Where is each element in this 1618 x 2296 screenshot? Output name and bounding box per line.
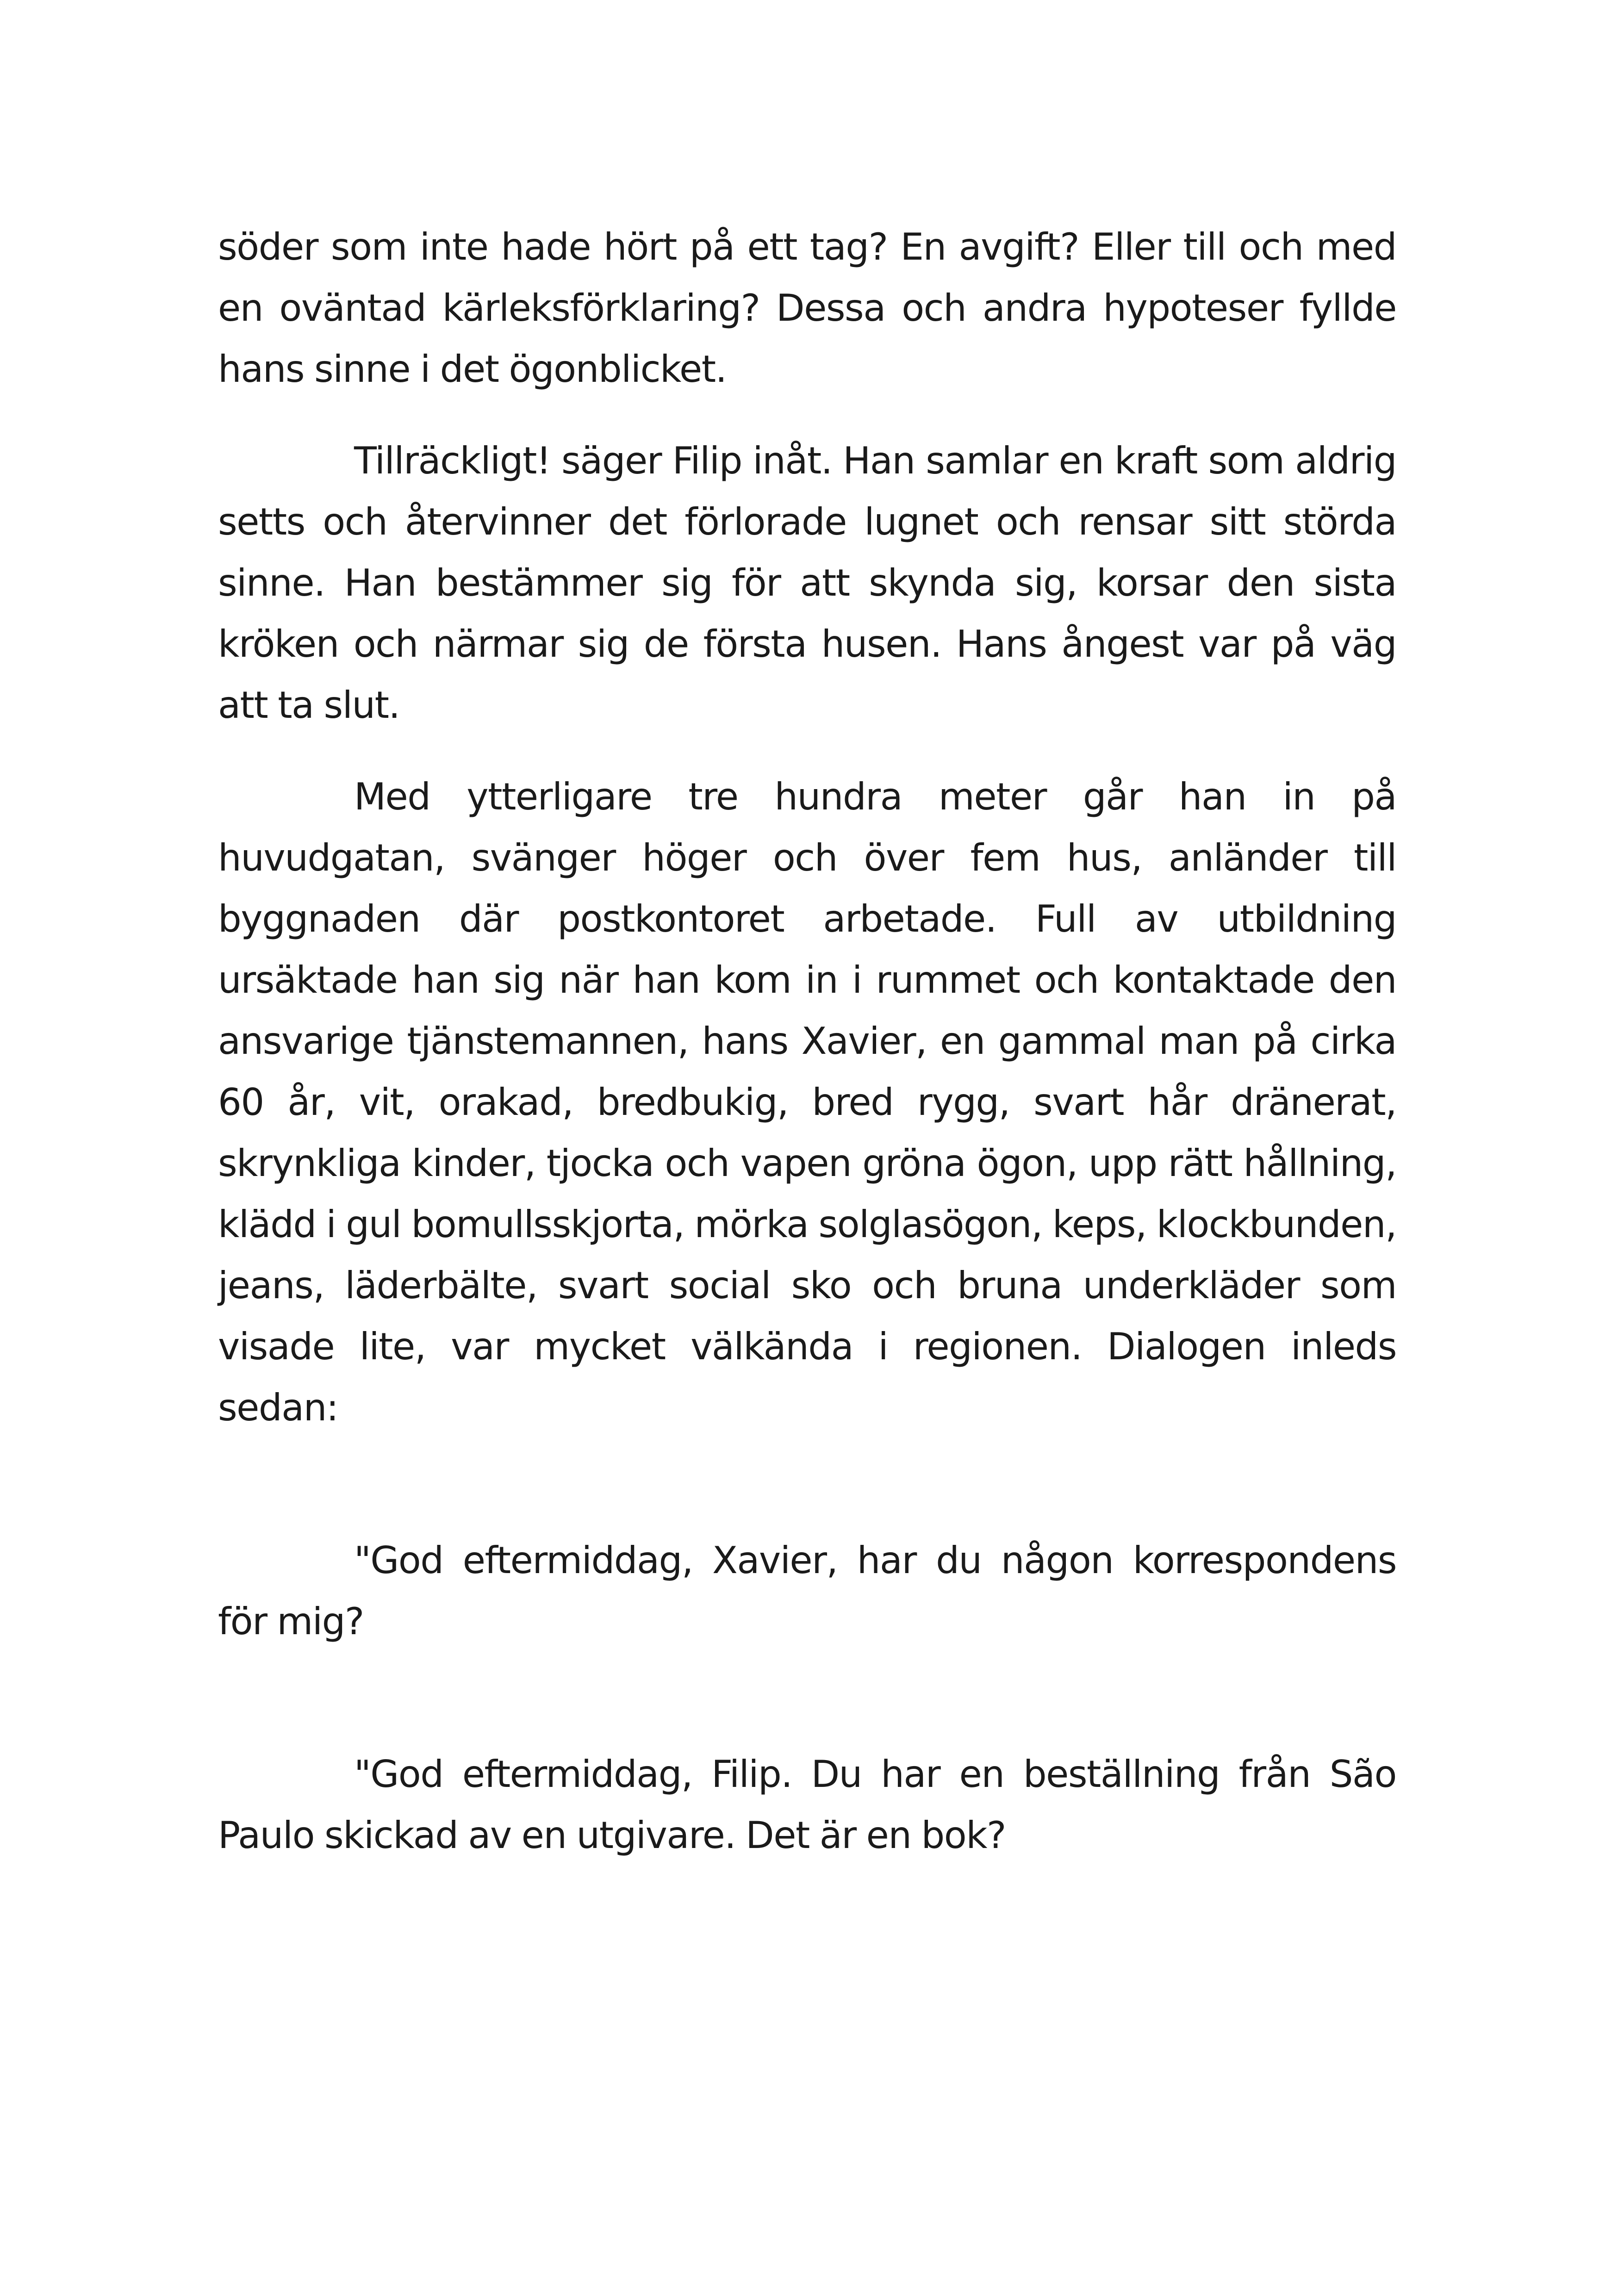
dialogue-paragraph: "God eftermiddag, Xavier, har du någon korrespondens för mig? (218, 1539, 1396, 1643)
paragraph: Med ytterligare tre hundra meter går han in på huvudgatan, svänger höger och över fem hus, anländer till byggnaden där postkontoret arbetade. Full av utbildning ursäktade han sig när han kom in i rummet och kontaktade den ansvarige tjänstemannen, hans Xavier, en gammal man på cirka 60 år, vit, orakad, bredbukig, bred rygg, svart hår dränerat, skrynkliga kinder, tjocka och vapen gröna ögon, upp rätt hållning, klädd i gul bomullsskjorta, mörka solglasögon, keps, klockbunden, jeans, läderbälte, svart social sko och bruna underkläder som visade lite, var mycket välkända i regionen. Dialogen inleds sedan: (218, 775, 1396, 1429)
paragraph-continued: söder som inte hade hört på ett tag? En avgift? Eller till och med en oväntad kärleksförklaring? Dessa och andra hypoteser fyllde hans sinne i det ögonblicket. (218, 225, 1396, 391)
dialogue-paragraph: "God eftermiddag, Filip. Du har en beställning från São Paulo skickad av en utgivare. Det är en bok? (218, 1753, 1396, 1857)
paragraph: Tillräckligt! säger Filip inåt. Han samlar en kraft som aldrig setts och återvinner det förlorade lugnet och rensar sitt störda sinne. Han bestämmer sig för att skynda sig, korsar den sista kröken och närmar sig de första husen. Hans ångest var på väg att ta slut. (218, 439, 1396, 727)
body-text (218, 217, 1396, 1866)
